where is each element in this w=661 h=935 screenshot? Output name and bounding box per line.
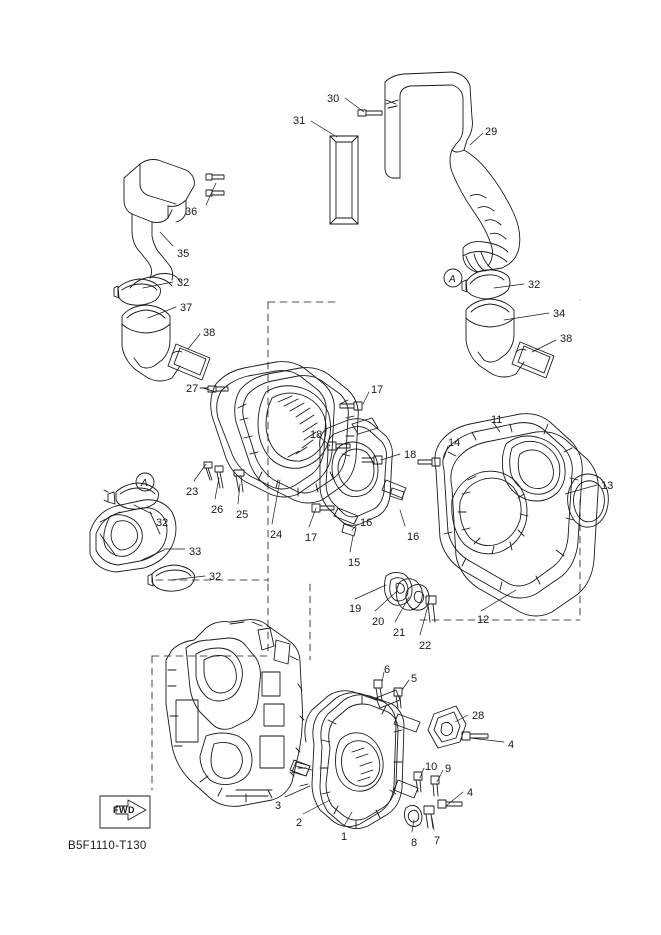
callout-number-38: 38	[560, 333, 573, 345]
part-bolt-9	[431, 776, 439, 796]
part-clamp-32-mid	[104, 483, 159, 509]
fwd-label: FWD	[113, 805, 135, 815]
part-filter-element-31	[330, 136, 358, 224]
callout-number-27: 27	[186, 383, 199, 395]
part-clamp-38-right	[512, 342, 554, 378]
callout-number-1: 1	[341, 831, 348, 843]
callout-number-16: 16	[407, 531, 420, 543]
callout-number-37: 37	[180, 302, 193, 314]
callout-number-16: 16	[360, 517, 373, 529]
part-gasket-12	[451, 432, 598, 616]
callout-number-32: 32	[177, 277, 190, 289]
callout-number-32: 32	[209, 571, 222, 583]
part-clamp-32-right	[462, 270, 510, 299]
callout-number-35: 35	[177, 248, 190, 260]
callout-number-24: 24	[270, 529, 283, 541]
part-air-duct-35	[124, 160, 194, 289]
part-bolt-17-upper	[340, 402, 362, 410]
callout-number-26: 26	[211, 504, 224, 516]
callout-number-19: 19	[349, 603, 362, 615]
callout-number-29: 29	[485, 126, 498, 138]
callout-number-38: 38	[203, 327, 216, 339]
part-bolt-5	[394, 688, 402, 708]
callout-number-28: 28	[472, 710, 485, 722]
callout-number-13: 13	[601, 480, 614, 492]
section-mark-a: A	[449, 274, 456, 285]
callout-number-11: 11	[491, 414, 503, 426]
part-clamp-32-topleft	[114, 279, 161, 305]
section-mark-a: A	[141, 478, 148, 489]
callout-number-7: 7	[434, 835, 441, 847]
callout-number-8: 8	[411, 837, 418, 849]
part-bolt-14	[418, 458, 440, 466]
callout-number-9: 9	[445, 763, 452, 775]
callout-number-20: 20	[372, 616, 385, 628]
callout-number-2: 2	[296, 817, 303, 829]
part-screw-30	[358, 100, 398, 116]
callout-number-4: 4	[508, 739, 515, 751]
callout-number-17: 17	[371, 384, 384, 396]
part-engine-block-reference	[166, 620, 312, 807]
callout-number-5: 5	[411, 673, 418, 685]
callout-number-21: 21	[393, 627, 406, 639]
part-bolt-16-b	[342, 524, 356, 536]
callout-number-34: 34	[553, 308, 566, 320]
callout-number-23: 23	[186, 486, 199, 498]
callout-number-22: 22	[419, 640, 432, 652]
part-duct-37	[122, 305, 180, 381]
callout-number-17: 17	[305, 532, 318, 544]
part-screw-26	[215, 466, 223, 488]
callout-number-30: 30	[327, 93, 340, 105]
callout-number-31: 31	[293, 115, 306, 127]
callout-number-10: 10	[425, 761, 438, 773]
callout-number-15: 15	[348, 557, 361, 569]
part-air-cleaner-case-33	[90, 500, 176, 572]
part-bracket-28	[428, 706, 466, 748]
callout-number-32: 32	[528, 279, 541, 291]
callout-number-33: 33	[189, 546, 202, 558]
callout-number-4: 4	[467, 787, 474, 799]
diagram-reference-code: B5F1110-T130	[68, 840, 147, 852]
part-plug-7	[424, 806, 434, 828]
part-bolt-4-lower	[438, 800, 462, 808]
callout-number-14: 14	[448, 437, 461, 449]
callout-number-18: 18	[310, 429, 323, 441]
part-clutch-cover-body	[235, 368, 359, 503]
part-air-duct-29	[385, 72, 520, 272]
callout-number-25: 25	[236, 509, 249, 521]
callout-number-3: 3	[275, 800, 282, 812]
callout-number-36: 36	[185, 206, 198, 218]
callout-number-12: 12	[477, 614, 490, 626]
callout-number-18: 18	[404, 449, 417, 461]
callout-number-32: 32	[156, 517, 169, 529]
callout-number-6: 6	[384, 664, 391, 676]
